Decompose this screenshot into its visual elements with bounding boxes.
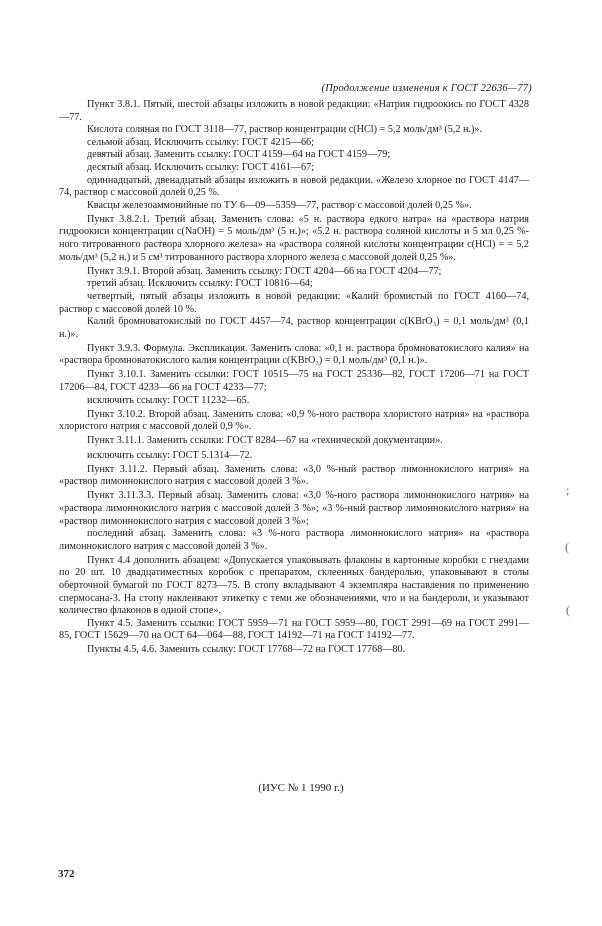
continuation-header: (Продолжение изменения к ГОСТ 22636—77) [321,83,532,94]
paragraph-3-11-3-3: Пункт 3.11.3.3. Первый абзац. Заменить слова: «3,0 %-ного раствора лимоннокислого натрия» на «раствора лимоннокислого натрия с массовой долей 3 %»; «3 %-ный раствор лимоннокислого натрия» на «раствор лимоннокислого натрия с массовой долей 3 %»; [59,490,529,527]
margin-mark-2: ( [565,540,569,554]
paragraph-3-9-1: Пункт 3.9.1. Второй абзац. Заменить ссылку: ГОСТ 4204—66 на ГОСТ 4204—77; [87,265,442,277]
paragraph-3-10-1: Пункт 3.10.1. Заменить ссылки: ГОСТ 10515—75 на ГОСТ 25336—82, ГОСТ 17206—71 на ГОСТ 17206—84, ГОСТ 4233—66 на ГОСТ 4233—77; [59,369,529,394]
paragraph-3-11-1: Пункт 3.11.1. Заменить ссылки: ГОСТ 8284—67 на «технической документации». [87,435,443,447]
paragraph-4-4: Пункт 4.4 дополнить абзацем: «Допускается упаковывать флаконы в картонные коробки с гнездами по 20 шт. 10 двадцатиместных коробок с препаратом, склеенных бандеролью, упаковывают в столы оберточной бумагой по ГОСТ 8273—75. В стопу вкладывают 4 экземпляра наставления по применению спермосана-3. На стопу наклеивают этикетку с теми же обозначениями, что и на бандероли, и указывают количество флаконов в одной стопе». [59,554,529,617]
page-number: 372 [58,868,75,880]
paragraph-bromate: Калий бромноватокислый по ГОСТ 4457—74, раствор концентрации c(KBrO₃) = 0,1 моль/дм³ (0,1 н.)». [59,316,529,340]
paragraph-3-8-2-1: Пункт 3.8.2.1. Третий абзац. Заменить слова: «5 н. раствора едкого натра» на «раствора натрия гидроокиси концентрации c(NaOH) = 5 моль/дм³ (5 н.)»; «5.2 н. раствора соляной кислоты и 5 мл 0,25 %-ного титрованного раствора хлорного железа» на «раствора соляной кислоты концентрации c(HCl) = = 5,2 моль/дм³ (5,2 н.) и 5 см³ титрованного раствора хлорного железа с массовой долей 0,25 %». [59,213,529,263]
paragraph-4-5: Пункт 4.5. Заменить ссылки: ГОСТ 5959—71 на ГОСТ 5959—80, ГОСТ 2991—69 на ГОСТ 2991—85, ГОСТ 15629—70 на ОСТ 64—064—88, ГОСТ 14192—71 на ГОСТ 14192—77. [59,617,529,642]
margin-mark-1: ; [566,483,570,497]
margin-mark-3: ( [566,603,570,617]
paragraph-last-abzac: последний абзац. Заменить слова: «3 %-ного раствора лимоннокислого натрия» на «раствора лимоннокислого натрия с массовой долей 3 %». [59,528,529,552]
paragraph-exclude-11232: исключить ссылку: ГОСТ 11232—65. [87,394,250,406]
paragraph-third-abzac: третий абзац. Исключить ссылку: ГОСТ 10816—64; [87,278,313,290]
paragraph-eleventh-twelfth: одиннадцатый, двенадцатый абзацы изложить в новой редакции. «Железо хлорное по ГОСТ 4147—74, раствор с массовой долей 0,25 %. [59,174,529,199]
amendment-body [59,99,529,657]
paragraph-ninth: девятый абзац. Заменить ссылку: ГОСТ 4159—64 на ГОСТ 4159—79; [87,149,391,161]
paragraph-alum: Квасцы железоаммонийные по ТУ 6—09—5359—77, раствор с массовой долей 0,25 %». [87,199,472,211]
paragraph-3-11-2: Пункт 3.11.2. Первый абзац. Заменить слова: «3,0 %-ный раствор лимоннокислого натрия» на «раствор лимоннокислого натрия с массовой долей 3 %». [59,463,529,488]
paragraph-exclude-5-1314: исключить ссылку: ГОСТ 5.1314—72. [87,449,253,461]
paragraph-4-5-4-6: Пункты 4.5, 4.6. Заменить ссылку: ГОСТ 17768—72 на ГОСТ 17768—80. [87,644,406,656]
paragraph-seventh: сельмой абзац. Исключить ссылку: ГОСТ 4215—66; [87,136,314,148]
paragraph-3-9-3: Пункт 3.9.3. Формула. Экспликация. Заменить слова: «0,1 н. раствора бромноватокислого калия» на «раствора бромноватокислого калия концентрации c(KBrO₃) = 0,1 моль/дм³ (0,1 н.)». [59,342,529,367]
paragraph-3-10-2: Пункт 3.10.2. Второй абзац. Заменить слова: «0,9 %-ного раствора хлористого натрия» на «раствора хлористого натрия с массовой долей 0,9 %». [59,408,529,433]
paragraph-3-8-1: Пункт 3.8.1. Пятый, шестой абзацы изложить в новой редакции: «Натрия гидроокись по ГОСТ 4328—77. [59,99,529,123]
paragraph-tenth: десятый абзац. Исключить ссылку: ГОСТ 4161—67; [87,161,314,173]
paragraph-fourth-fifth: четвертый, пятый абзацы изложить в новой редакции: «Калий бромистый по ГОСТ 4160—74, раствор с массовой долей 10 %. [59,290,529,315]
paragraph-hcl-reagent: Кислота соляная по ГОСТ 3118—77, раствор концентрации c(HCl) = 5,2 моль/дм³ (5,2 н.)». [87,124,483,136]
source-citation: (ИУС № 1 1990 г.) [258,782,344,794]
